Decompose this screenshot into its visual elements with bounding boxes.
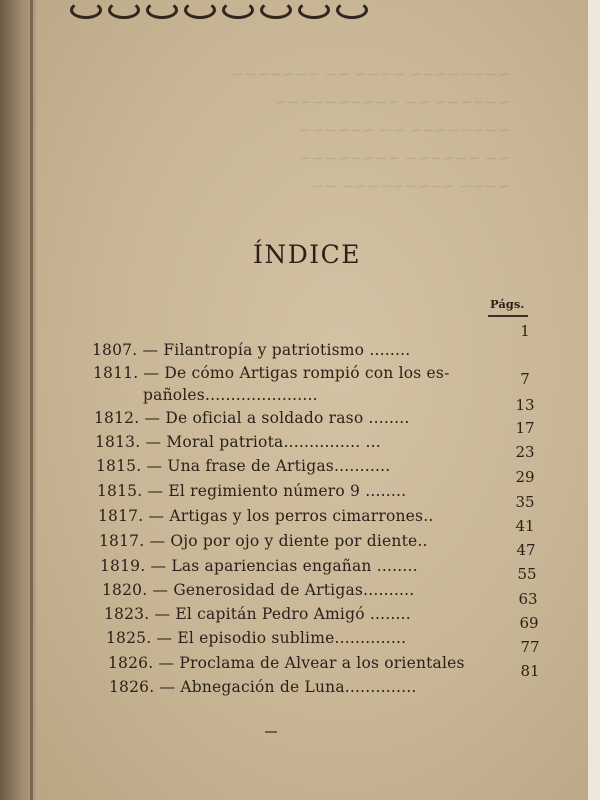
toc-entry: 1817. — Artigas y los perros cimarrones.. bbox=[98, 507, 434, 525]
toc-title: Proclama de Alvear a los orientales bbox=[179, 654, 465, 672]
toc-dots: ........... bbox=[333, 457, 391, 475]
toc-title: De cómo Artigas rompió con los es- bbox=[164, 364, 450, 382]
toc-entry: 1817. — Ojo por ojo y diente por diente.. bbox=[99, 532, 428, 550]
toc-page-number: 35 bbox=[515, 493, 535, 511]
toc-title: Ojo por ojo y diente por diente.. bbox=[170, 532, 428, 550]
toc-title: El capitán Pedro Amigó bbox=[175, 605, 365, 623]
toc-page-number: 1 bbox=[520, 322, 530, 340]
toc-dots: .............. bbox=[344, 678, 417, 696]
toc-title: De oficial a soldado raso bbox=[165, 409, 364, 427]
toc-entry: 1811. — De cómo Artigas rompió con los es- bbox=[93, 364, 450, 382]
toc-entry: 1812. — De oficial a soldado raso ........ bbox=[94, 409, 410, 427]
toc-page-number: 13 bbox=[515, 396, 535, 414]
toc-page-number: 41 bbox=[515, 517, 535, 535]
toc-entry bbox=[143, 386, 318, 404]
toc-entry: 1825. — El episodio sublime.............. bbox=[106, 629, 407, 647]
toc-entry: 1807. — Filantropía y patriotismo ........ bbox=[92, 341, 411, 359]
toc-entry: 1815. — Una frase de Artigas........... bbox=[96, 457, 391, 475]
toc-year: 1820. bbox=[102, 581, 148, 599]
toc-year: 1807. bbox=[92, 341, 138, 359]
toc-title: Las apariencias engañan bbox=[171, 557, 372, 575]
toc-year: 1823. bbox=[104, 605, 150, 623]
toc-entry: 1823. — El capitán Pedro Amigó ........ bbox=[104, 605, 411, 623]
pages-column-label: Págs. bbox=[490, 297, 525, 311]
toc-year: 1826. bbox=[108, 654, 154, 672]
toc-year: 1819. bbox=[100, 557, 146, 575]
toc-entry: 1813. — Moral patriota............... ... bbox=[95, 433, 381, 451]
toc-year: 1811. bbox=[93, 364, 139, 382]
toc-dots: ........ bbox=[363, 409, 410, 427]
toc-page-number: 81 bbox=[520, 662, 540, 680]
toc-dots: .......... bbox=[363, 581, 415, 599]
toc-title: Moral patriota bbox=[166, 433, 284, 451]
toc-year: 1826. bbox=[109, 678, 155, 696]
toc-page-number: 77 bbox=[520, 638, 540, 656]
bleed-through-text: ~~~~~~~~ ~~~~ ~~ ~~~~~~~ ~~~~~~ ~~ ~~~~~~~~~~ ~~~~~~~~ ~~ ~~~~~~ ~~ ~~~~~~ ~~~~~~~~ ~~~~ ~~~~~~~~~ ~~ bbox=[231, 65, 510, 195]
toc-title: Abnegación de Luna bbox=[180, 678, 345, 696]
page-title: ÍNDICE bbox=[253, 240, 362, 269]
toc-dots: ........ bbox=[360, 482, 407, 500]
toc-dots: ........ bbox=[364, 605, 411, 623]
toc-year: 1813. bbox=[95, 433, 141, 451]
toc-title: pañoles bbox=[143, 386, 205, 404]
toc-entry: 1815. — El regimiento número 9 ........ bbox=[97, 482, 407, 500]
toc-year: 1825. bbox=[106, 629, 152, 647]
toc-title: El episodio sublime bbox=[177, 629, 335, 647]
toc-page-number: 29 bbox=[515, 468, 535, 486]
toc-page-number: 47 bbox=[516, 541, 536, 559]
toc-title: Filantropía y patriotismo bbox=[163, 341, 365, 359]
bottom-mark bbox=[265, 731, 277, 733]
toc-year: 1815. bbox=[96, 457, 142, 475]
toc-page-number: 23 bbox=[515, 443, 535, 461]
toc-year: 1812. bbox=[94, 409, 140, 427]
toc-title: Generosidad de Artigas bbox=[173, 581, 364, 599]
toc-entry: 1826. — Abnegación de Luna.............. bbox=[109, 678, 417, 696]
toc-dots: ............... ... bbox=[283, 433, 381, 451]
toc-year: 1817. bbox=[98, 507, 144, 525]
toc-year: 1815. bbox=[97, 482, 143, 500]
toc-dots: ........ bbox=[364, 341, 411, 359]
toc-dots: ........ bbox=[371, 557, 418, 575]
toc-title: El regimiento número 9 bbox=[168, 482, 361, 500]
toc-dots: .............. bbox=[334, 629, 407, 647]
toc-title: Una frase de Artigas bbox=[167, 457, 334, 475]
toc-page-number: 17 bbox=[515, 419, 535, 437]
toc-page-number: 69 bbox=[519, 614, 539, 632]
toc-page-number: 7 bbox=[520, 370, 530, 388]
toc-entry: 1819. — Las apariencias engañan ........ bbox=[100, 557, 418, 575]
toc-entry: 1826. — Proclama de Alvear a los orientales bbox=[108, 654, 465, 672]
toc-year: 1817. bbox=[99, 532, 145, 550]
toc-page-number: 63 bbox=[518, 590, 538, 608]
toc-title: Artigas y los perros cimarrones.. bbox=[169, 507, 434, 525]
toc-dots: ...................... bbox=[204, 386, 318, 404]
toc-entry: 1820. — Generosidad de Artigas.......... bbox=[102, 581, 415, 599]
toc-page-number: 55 bbox=[517, 565, 537, 583]
